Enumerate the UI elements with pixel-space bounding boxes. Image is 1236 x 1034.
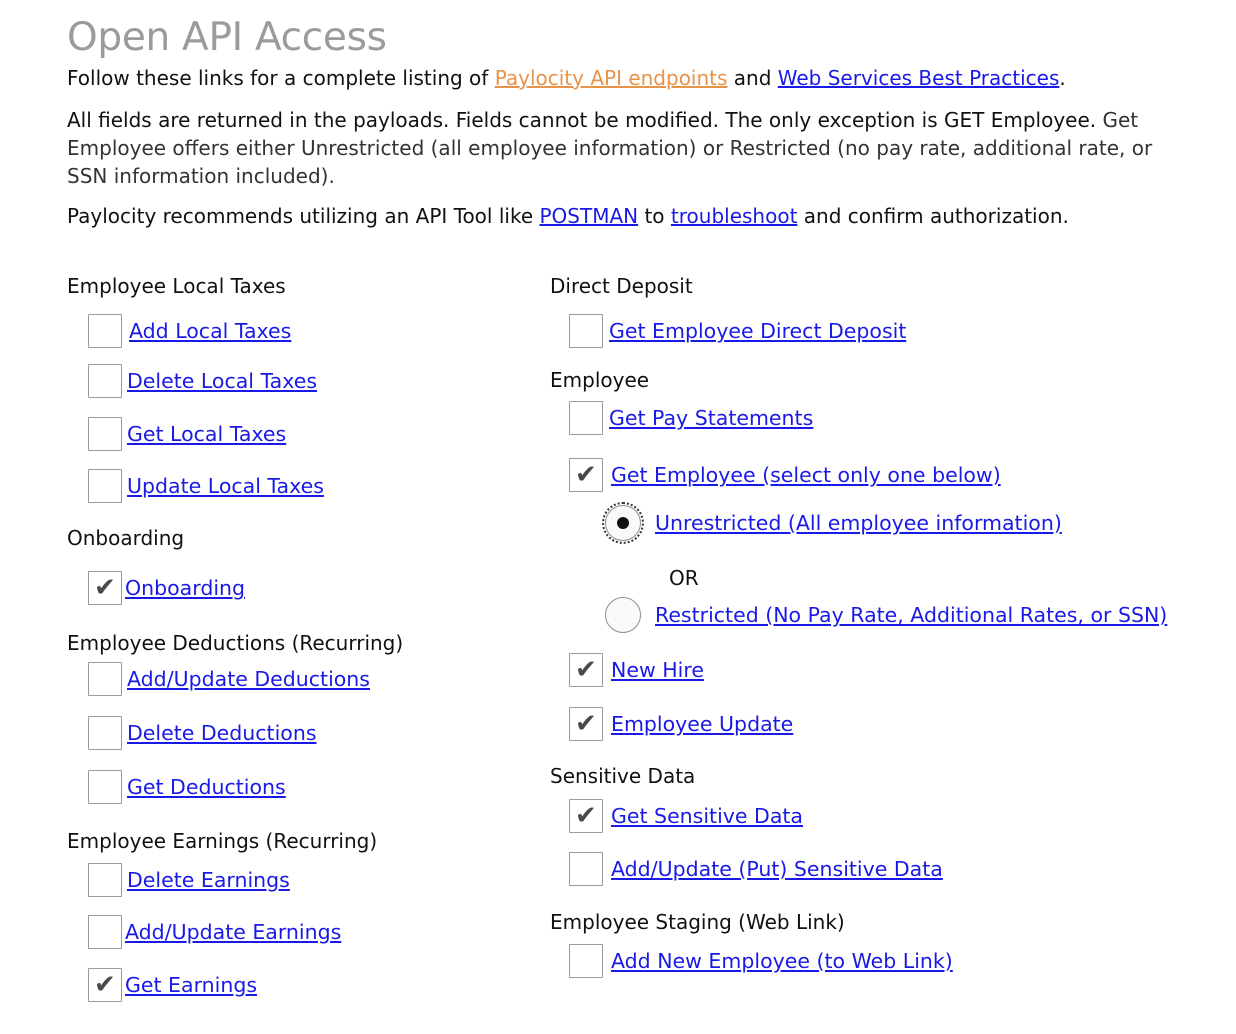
get-sensitive-data-link[interactable]: Get Sensitive Data bbox=[611, 804, 803, 828]
checkbox[interactable] bbox=[88, 915, 122, 949]
radio-item[interactable] bbox=[605, 504, 1062, 542]
checkbox-item[interactable] bbox=[88, 415, 286, 453]
employee-update-link[interactable]: Employee Update bbox=[611, 712, 794, 736]
payload-note-main: All fields are returned in the payloads. Fields cannot be modified. The only exception is GET Employee. bbox=[67, 108, 1097, 132]
section-heading-deductions: Employee Deductions (Recurring) bbox=[67, 631, 404, 655]
checkbox[interactable] bbox=[88, 770, 122, 804]
delete-deductions-link[interactable]: Delete Deductions bbox=[127, 721, 317, 745]
add-update-earnings-link[interactable]: Add/Update Earnings bbox=[125, 920, 342, 944]
section-heading-employee: Employee bbox=[550, 368, 650, 392]
checkbox[interactable] bbox=[88, 364, 122, 398]
checkbox-item[interactable] bbox=[569, 705, 793, 743]
radio-button[interactable] bbox=[605, 597, 641, 633]
delete-earnings-link[interactable]: Delete Earnings bbox=[127, 868, 290, 892]
checkbox[interactable] bbox=[88, 863, 122, 897]
add-update-deductions-link[interactable]: Add/Update Deductions bbox=[127, 667, 370, 691]
checkbox-item[interactable] bbox=[569, 850, 943, 888]
checkbox[interactable] bbox=[88, 417, 122, 451]
get-employee-direct-deposit-link[interactable]: Get Employee Direct Deposit bbox=[609, 319, 907, 343]
recommend-suffix: and confirm authorization. bbox=[797, 204, 1069, 228]
payload-note-detail: Get Employee offers either Unrestricted (all employee information) or Restricted (no pay rate, additional rate, or SSN information included). bbox=[67, 108, 1153, 188]
unrestricted-option-link[interactable]: Unrestricted (All employee information) bbox=[655, 511, 1062, 535]
checkbox[interactable] bbox=[88, 968, 122, 1002]
checkbox-item[interactable] bbox=[88, 714, 317, 752]
new-hire-link[interactable]: New Hire bbox=[611, 658, 704, 682]
checkbox-item[interactable] bbox=[88, 362, 317, 400]
or-separator: OR bbox=[669, 566, 699, 590]
checkbox[interactable] bbox=[569, 707, 603, 741]
recommend-text: Paylocity recommends utilizing an API Tool like bbox=[67, 204, 540, 228]
checkbox-item[interactable] bbox=[88, 768, 286, 806]
get-earnings-link[interactable]: Get Earnings bbox=[125, 973, 258, 997]
postman-link[interactable]: POSTMAN bbox=[539, 204, 639, 228]
radio-button[interactable] bbox=[605, 505, 641, 541]
add-local-taxes-link[interactable]: Add Local Taxes bbox=[129, 319, 292, 343]
delete-local-taxes-link[interactable]: Delete Local Taxes bbox=[127, 369, 318, 393]
radio-item[interactable] bbox=[605, 596, 1167, 634]
intro-and-text: and bbox=[727, 66, 778, 90]
checkbox-item[interactable] bbox=[569, 651, 704, 689]
section-heading-employee-staging: Employee Staging (Web Link) bbox=[550, 910, 845, 934]
restricted-option-link[interactable]: Restricted (No Pay Rate, Additional Rates, or SSN) bbox=[655, 603, 1168, 627]
recommend-to-text: to bbox=[638, 204, 671, 228]
section-heading-direct-deposit: Direct Deposit bbox=[550, 274, 693, 298]
checkbox-item[interactable] bbox=[88, 569, 245, 607]
checkbox[interactable] bbox=[569, 653, 603, 687]
paylocity-api-endpoints-link[interactable]: Paylocity API endpoints bbox=[494, 66, 728, 90]
get-local-taxes-link[interactable]: Get Local Taxes bbox=[127, 422, 287, 446]
checkbox-item[interactable] bbox=[88, 467, 324, 505]
intro-period: . bbox=[1059, 66, 1066, 90]
update-local-taxes-link[interactable]: Update Local Taxes bbox=[127, 474, 324, 498]
web-services-best-practices-link[interactable]: Web Services Best Practices bbox=[777, 66, 1060, 90]
checkbox[interactable] bbox=[88, 571, 122, 605]
checkbox-item[interactable] bbox=[88, 312, 291, 350]
checkbox-item[interactable] bbox=[569, 399, 813, 437]
checkbox[interactable] bbox=[88, 716, 122, 750]
recommend-paragraph bbox=[67, 202, 1187, 230]
checkbox-item[interactable] bbox=[569, 797, 803, 835]
checkbox[interactable] bbox=[569, 799, 603, 833]
page-title: Open API Access bbox=[67, 15, 387, 60]
intro-text: Follow these links for a complete listing of bbox=[67, 66, 495, 90]
get-deductions-link[interactable]: Get Deductions bbox=[127, 775, 286, 799]
checkbox-item[interactable] bbox=[88, 966, 257, 1004]
add-new-employee-web-link[interactable]: Add New Employee (to Web Link) bbox=[611, 949, 953, 973]
checkbox[interactable] bbox=[88, 314, 122, 348]
payload-note bbox=[67, 106, 1187, 190]
checkbox[interactable] bbox=[88, 662, 122, 696]
checkbox-item[interactable] bbox=[88, 913, 341, 951]
checkbox-item[interactable] bbox=[569, 942, 953, 980]
intro-paragraph bbox=[67, 64, 1187, 92]
add-update-sensitive-data-link[interactable]: Add/Update (Put) Sensitive Data bbox=[611, 857, 943, 881]
checkbox-item[interactable] bbox=[88, 861, 290, 899]
checkbox-item[interactable] bbox=[88, 660, 370, 698]
section-heading-onboarding: Onboarding bbox=[67, 526, 185, 550]
checkbox[interactable] bbox=[569, 944, 603, 978]
get-employee-link[interactable]: Get Employee (select only one below) bbox=[611, 463, 1001, 487]
checkbox-item[interactable] bbox=[569, 456, 1001, 494]
checkbox-item[interactable] bbox=[569, 312, 906, 350]
section-heading-local-taxes: Employee Local Taxes bbox=[67, 274, 286, 298]
section-heading-sensitive-data: Sensitive Data bbox=[550, 764, 696, 788]
checkbox[interactable] bbox=[569, 314, 603, 348]
checkbox[interactable] bbox=[569, 852, 603, 886]
section-heading-earnings: Employee Earnings (Recurring) bbox=[67, 829, 378, 853]
onboarding-link[interactable]: Onboarding bbox=[125, 576, 246, 600]
checkbox[interactable] bbox=[569, 401, 603, 435]
get-pay-statements-link[interactable]: Get Pay Statements bbox=[609, 406, 814, 430]
troubleshoot-link[interactable]: troubleshoot bbox=[670, 204, 798, 228]
checkbox[interactable] bbox=[88, 469, 122, 503]
checkbox[interactable] bbox=[569, 458, 603, 492]
